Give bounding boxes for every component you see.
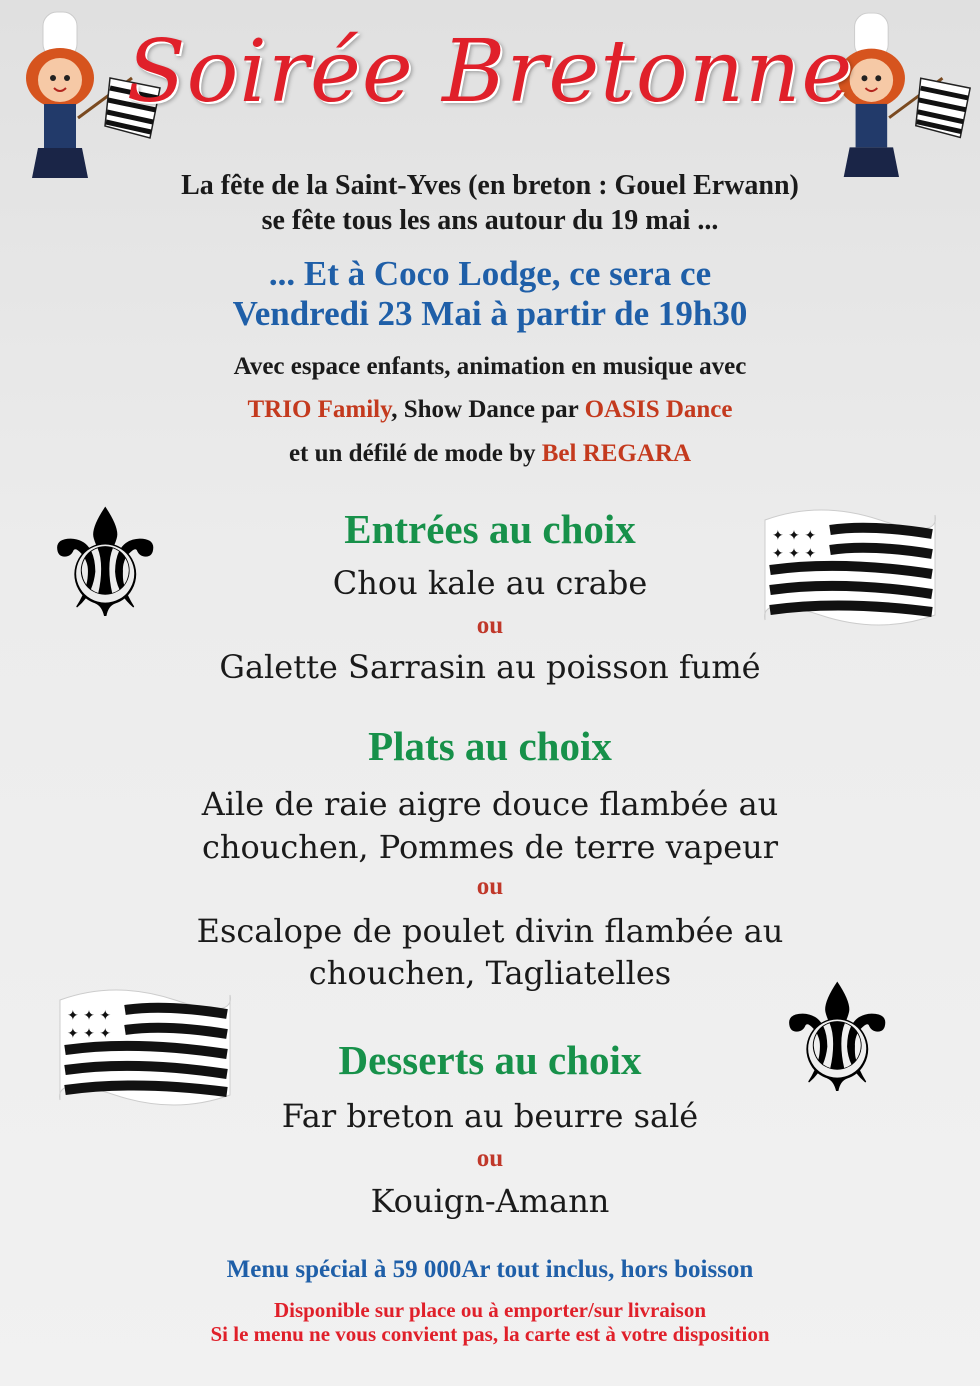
event-line-2: Vendredi 23 Mai à partir de 19h30 xyxy=(232,294,748,333)
entree-dish-2: Galette Sarrasin au poisson fumé xyxy=(219,648,761,686)
page-title: Soirée Bretonne xyxy=(126,22,854,122)
footer-line-2: Si le menu ne vous convient pas, la carte est à votre disposition xyxy=(210,1322,770,1346)
intro-line-1: La fête de la Saint-Yves (en breton : Gouel Erwann) xyxy=(181,170,799,201)
dessert-dish-1: Far breton au beurre salé xyxy=(281,1097,699,1135)
defile-text: et un défilé de mode by xyxy=(288,440,542,467)
oasis-dance-name: OASIS Dance xyxy=(584,396,733,423)
svg-text:✦ ✦ ✦: ✦ ✦ ✦ xyxy=(772,546,817,562)
trio-family-name: TRIO Family xyxy=(247,396,392,423)
plat-dish-1-line-1: Aile de raie aigre douce flambée au xyxy=(201,785,779,823)
desserts-heading: Desserts au choix xyxy=(338,1037,642,1083)
dessert-or: ou xyxy=(476,1145,504,1172)
entree-dish-1: Chou kale au crabe xyxy=(332,564,648,602)
svg-text:✦ ✦ ✦: ✦ ✦ ✦ xyxy=(772,528,817,544)
event-line-1: ... Et à Coco Lodge, ce sera ce xyxy=(268,254,712,293)
dessert-dish-2: Kouign-Amann xyxy=(370,1182,610,1220)
plats-heading: Plats au choix xyxy=(368,723,612,769)
entrees-heading: Entrées au choix xyxy=(344,506,636,552)
price-line: Menu spécial à 59 000Ar tout inclus, hors boisson xyxy=(226,1256,754,1283)
plat-dish-2-line-2: chouchen, Tagliatelles xyxy=(308,954,672,992)
show-dance-text: , Show Dance par xyxy=(391,396,585,423)
plat-dish-2-line-1: Escalope de poulet divin flambée au xyxy=(196,912,784,950)
entree-or: ou xyxy=(476,612,504,639)
bel-regara-name: Bel REGARA xyxy=(541,440,692,467)
fleur-de-lis-icon: ⚜ xyxy=(38,478,173,652)
animation-line-3 xyxy=(0,440,980,468)
footer-line-1: Disponible sur place ou à emporter/sur livraison xyxy=(273,1298,707,1322)
svg-text:✦ ✦ ✦: ✦ ✦ ✦ xyxy=(67,1008,112,1024)
plat-dish-1-line-2: chouchen, Pommes de terre vapeur xyxy=(201,828,779,866)
svg-text:✦ ✦ ✦: ✦ ✦ ✦ xyxy=(67,1026,112,1042)
intro-line-2: se fête tous les ans autour du 19 mai ... xyxy=(261,205,719,236)
fleur-de-lis-icon: ⚜ xyxy=(770,953,905,1127)
animation-line-2 xyxy=(0,396,980,424)
plat-or: ou xyxy=(476,873,504,900)
animation-line-1: Avec espace enfants, animation en musique avec xyxy=(233,353,747,380)
